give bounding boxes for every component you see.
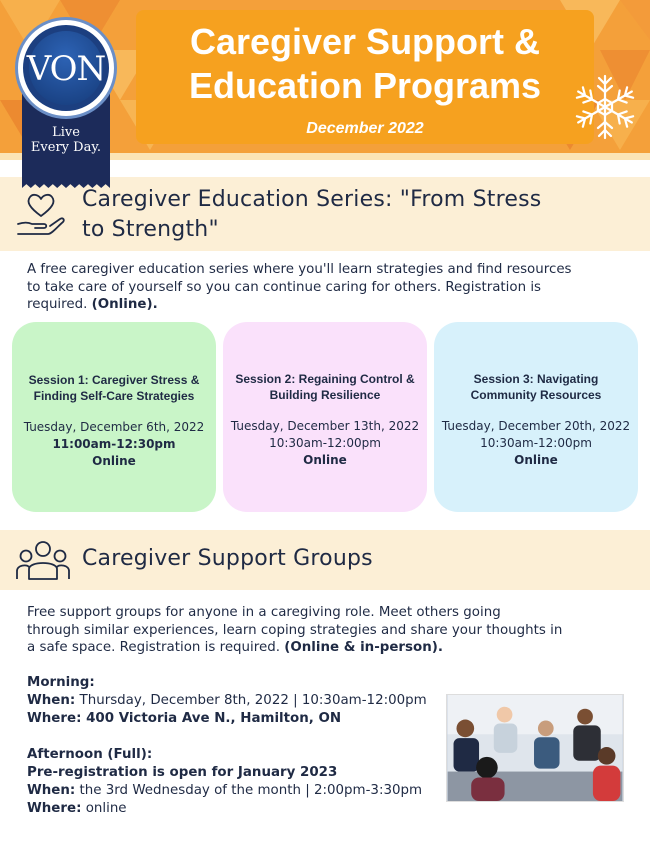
session-card-1 [12, 322, 216, 512]
session-card-2 [223, 322, 427, 512]
session-1-date: Tuesday, December 6th, 2022 [23, 420, 205, 434]
morning-label: Morning: [27, 675, 95, 690]
morning-when: When: Thursday, December 8th, 2022 | 10:30am-12:00pm [27, 693, 427, 708]
afternoon-where: Where: online [27, 801, 127, 816]
group-people-icon [15, 539, 71, 581]
education-title-line-1: Caregiver Education Series: "From Stress [82, 187, 542, 212]
session-3-time: 10:30am-12:00pm [480, 436, 592, 450]
snowflake-icon [570, 72, 640, 142]
title-box [136, 10, 594, 144]
session-card-3 [434, 322, 638, 512]
afternoon-preregistration: Pre-registration is open for January 2023 [27, 765, 338, 780]
session-2-date: Tuesday, December 13th, 2022 [230, 419, 420, 433]
session-1-mode: Online [92, 454, 136, 468]
logo-badge [18, 20, 114, 116]
session-3-title: Session 3: Navigating Community Resources [470, 372, 602, 402]
page-date: December 2022 [306, 120, 424, 137]
support-section-header [0, 530, 650, 590]
session-2-time: 10:30am-12:00pm [269, 436, 381, 450]
page-title-line-2: Education Programs [188, 65, 542, 106]
session-2-title: Session 2: Regaining Control & Building Resilience [235, 372, 415, 402]
session-1-title: Session 1: Caregiver Stress & Finding Self-Care Strategies [28, 373, 200, 403]
support-details [27, 674, 427, 818]
morning-where: Where: 400 Victoria Ave N., Hamilton, ON [27, 711, 342, 726]
education-section-header [0, 177, 650, 251]
education-description: A free caregiver education series where you'll learn strategies and find resources to take care of yourself so you can continue caring for others. Registration is required. (Online). [27, 262, 572, 312]
afternoon-when: When: the 3rd Wednesday of the month | 2:00pm-3:30pm [27, 783, 423, 798]
heart-in-hand-icon [16, 190, 66, 238]
session-3-mode: Online [514, 453, 558, 467]
logo-text: VON [26, 49, 106, 89]
page-title-line-1: Caregiver Support & [189, 21, 541, 62]
support-group-photo [446, 694, 624, 802]
support-description: Free support groups for anyone in a caregiving role. Meet others going through similar experiences, learn coping strategies and share your thoughts in a safe space. Registration is required. (Online & in-person). [27, 605, 563, 655]
logo-tagline: Live Every Day. [30, 125, 102, 155]
von-logo [18, 20, 114, 170]
session-1-time: 11:00am-12:30pm [52, 437, 176, 451]
session-2-mode: Online [303, 453, 347, 467]
education-title-line-2: to Strength" [82, 217, 219, 242]
support-title: Caregiver Support Groups [82, 546, 373, 571]
afternoon-label: Afternoon (Full): [27, 747, 153, 762]
session-3-date: Tuesday, December 20th, 2022 [441, 419, 631, 433]
